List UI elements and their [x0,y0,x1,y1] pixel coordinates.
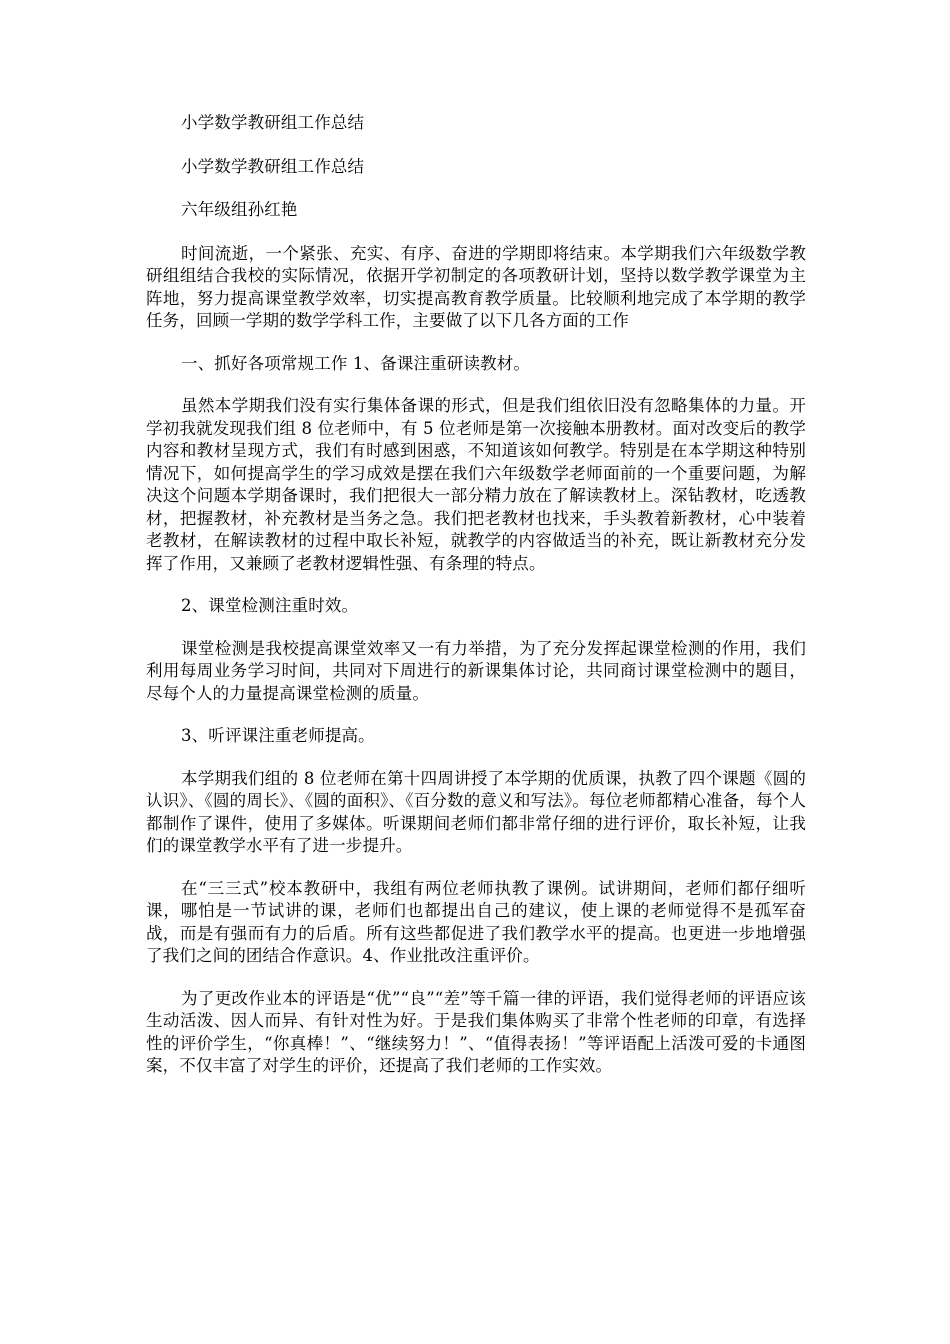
paragraph-lesson-prep: 虽然本学期我们没有实行集体备课的形式，但是我们组依旧没有忽略集体的力量。开学初我就发现我们组 8 位老师中，有 5 位老师是第一次接触本册教材。面对改变后的教学内容和教材呈现方式，我们有时感到困惑，不知道该如何教学。特别是在本学期这种特别情况下，如何提高学生的学习成效是摆在我们六年级数学老师面前的一个重要问题，为解决这个问题本学期备课时，我们把很大一部分精力放在了解读教材上。深钻教材，吃透教材，把握教材，补充教材是当务之急。我们把老教材也找来，手头教着新教材，心中装着老教材，在解读教材的过程中取长补短，就教学的内容做适当的补充，既让新教材充分发挥了作用，又兼顾了老教材逻辑性强、有条理的特点。 [146,396,806,573]
section-heading-classroom-test: 2、课堂检测注重时效。 [181,596,359,615]
document-subtitle: 小学数学教研组工作总结 [181,156,365,176]
paragraph-quality-lessons: 本学期我们组的 8 位老师在第十四周讲授了本学期的优质课，执教了四个课题《圆的认识》、《圆的周长》、《圆的面积》、《百分数的意义和写法》。每位老师都精心准备，每个人都制作了课件，使用了多媒体。听课期间老师们都非常仔细的进行评价，取长补短，让我们的课堂教学水平有了进一步提升。 [146,768,806,855]
section-heading-routine-work: 一、抓好各项常规工作 1、备课注重研读教材。 [181,353,531,373]
document-title: 小学数学教研组工作总结 [181,113,365,132]
author-line: 六年级组孙红艳 [181,200,298,219]
paragraph-homework-comments: 为了更改作业本的评语是“优”“良”“差”等千篇一律的评语，我们觉得老师的评语应该生动活泼、因人而异、有针对性为好。于是我们集体购买了非常个性老师的印章，有选择性的评价学生，“你真棒！”、“继续努力！”、“值得表扬！”等评语配上活泼可爱的卡通图案，不仅丰富了对学生的评价，还提高了我们老师的工作实效。 [146,988,806,1075]
paragraph-school-research: 在“三三式”校本教研中，我组有两位老师执教了课例。试讲期间，老师们都仔细听课，哪怕是一节试讲的课，老师们也都提出自己的建议，使上课的老师觉得不是孤军奋战，而是有强而有力的后盾。所有这些都促进了我们教学水平的提高。也更进一步地增强了我们之间的团结合作意识。4、作业批改注重评价。 [146,878,806,965]
section-heading-lesson-review: 3、听评课注重老师提高。 [181,726,375,745]
paragraph-intro: 时间流逝，一个紧张、充实、有序、奋进的学期即将结束。本学期我们六年级数学教研组组结合我校的实际情况，依据开学初制定的各项教研计划，坚持以数学教学课堂为主阵地，努力提高课堂教学效率，切实提高教育教学质量。比较顺利地完成了本学期的教学任务，回顾一学期的数学学科工作，主要做了以下几各方面的工作 [146,243,806,330]
document-body [146,112,806,1098]
paragraph-classroom-test: 课堂检测是我校提高课堂效率又一有力举措，为了充分发挥起课堂检测的作用，我们利用每周业务学习时间，共同对下周进行的新课集体讨论，共同商讨课堂检测中的题目，尽每个人的力量提高课堂检测的质量。 [146,638,806,703]
